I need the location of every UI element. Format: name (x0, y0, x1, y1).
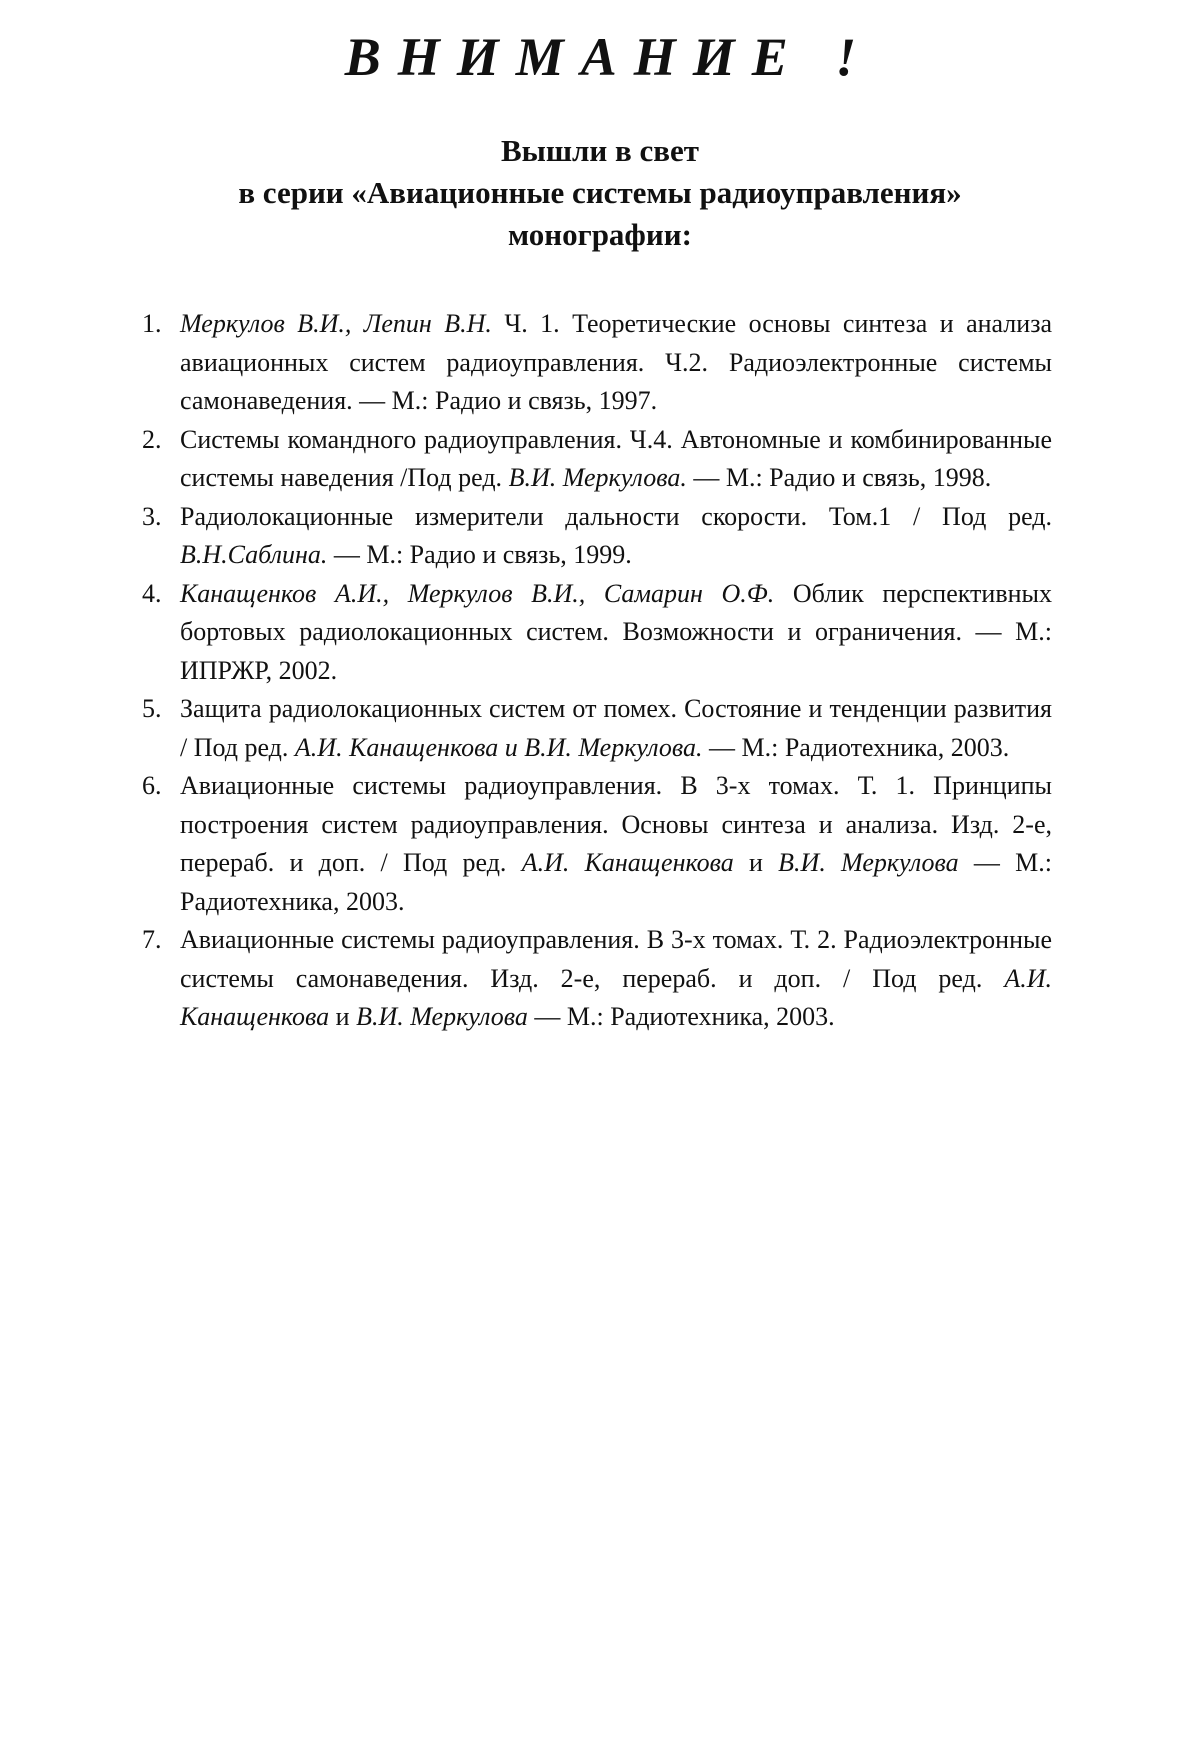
monograph-text: Авиационные системы радиоуправления. В 3-х томах. Т. 1. Принципы построения систем радиоуправления. Основы синтеза и анализа. Изд. 2-е, перераб. и доп. / Под ред. (180, 771, 1052, 877)
monograph-text: и (733, 848, 779, 877)
monograph-text: — М.: Радио и связь, 1999. (327, 540, 632, 569)
monograph-author-text: В.И. Меркулова (778, 848, 959, 877)
monograph-text: Системы командного радиоуправления. Ч.4. Автономные и комбинированные системы наведения /Под ред. (180, 424, 1052, 492)
monograph-text: Радиолокационные измерители дальности скорости. Том.1 / Под ред. (180, 501, 1052, 531)
monograph-number: 4. (142, 578, 162, 608)
monograph-author-text: А.И. Канащенкова (180, 963, 1052, 1031)
heading-line-2: в серии «Авиационные системы радиоуправления» (238, 175, 962, 210)
monograph-text: Облик перспективных бортовых радиолокационных систем. Возможности и ограничения. — М.: ИПРЖР, 2002. (180, 578, 1052, 685)
monograph-item (142, 767, 1052, 921)
monograph-author-text: А.И. Канащенкова (521, 848, 734, 877)
monograph-number: 6. (142, 771, 162, 800)
announcement-heading (0, 130, 1200, 256)
monograph-number: 3. (142, 501, 162, 531)
monograph-item (142, 921, 1052, 1037)
monograph-text: Ч. 1. Теоретические основы синтеза и анализа авиационных систем радиоуправления. Ч.2. Радиоэлектронные системы самонаведения. — М.: Радио и связь, 1997. (180, 309, 1053, 415)
monograph-text: и (329, 1002, 357, 1031)
monograph-author-text: В.И. Меркулова. (508, 463, 687, 492)
monograph-list (142, 305, 1052, 1037)
monograph-item (142, 690, 1052, 767)
monograph-text: — М.: Радиотехника, 2003. (180, 848, 1052, 916)
monograph-item (142, 421, 1052, 498)
monograph-author-text: Канащенков А.И., Меркулов В.И., Самарин О.Ф. (180, 578, 775, 608)
monograph-text: — М.: Радиотехника, 2003. (702, 732, 1010, 762)
monograph-item (142, 575, 1052, 691)
heading-line-1: Вышли в свет (500, 133, 700, 168)
monograph-item (142, 305, 1052, 421)
monograph-author-text: А.И. Канащенкова и В.И. Меркулова. (294, 732, 703, 762)
monograph-number: 5. (142, 694, 162, 723)
monograph-author-text: В.Н.Саблина. (180, 540, 328, 569)
monograph-number: 1. (142, 309, 162, 338)
monograph-number: 7. (142, 925, 162, 954)
monograph-author-text: Меркулов В.И., Лепин В.Н. (180, 309, 492, 338)
heading-line-3: монографии: (508, 217, 692, 252)
attention-title: ВНИМАНИЕ ! (344, 27, 874, 87)
monograph-text: Защита радиолокационных систем от помех. Состояние и тенденции развития / Под ред. (180, 694, 1052, 762)
monograph-author-text: В.И. Меркулова (356, 1002, 528, 1031)
monograph-item (142, 498, 1052, 575)
monograph-text: — М.: Радиотехника, 2003. (527, 1002, 835, 1031)
monograph-text: Авиационные системы радиоуправления. В 3-х томах. Т. 2. Радиоэлектронные системы самонаведения. Изд. 2-е, перераб. и доп. / Под ред. (180, 925, 1052, 993)
monograph-number: 2. (142, 424, 162, 454)
monograph-text: — М.: Радио и связь, 1998. (686, 463, 992, 492)
